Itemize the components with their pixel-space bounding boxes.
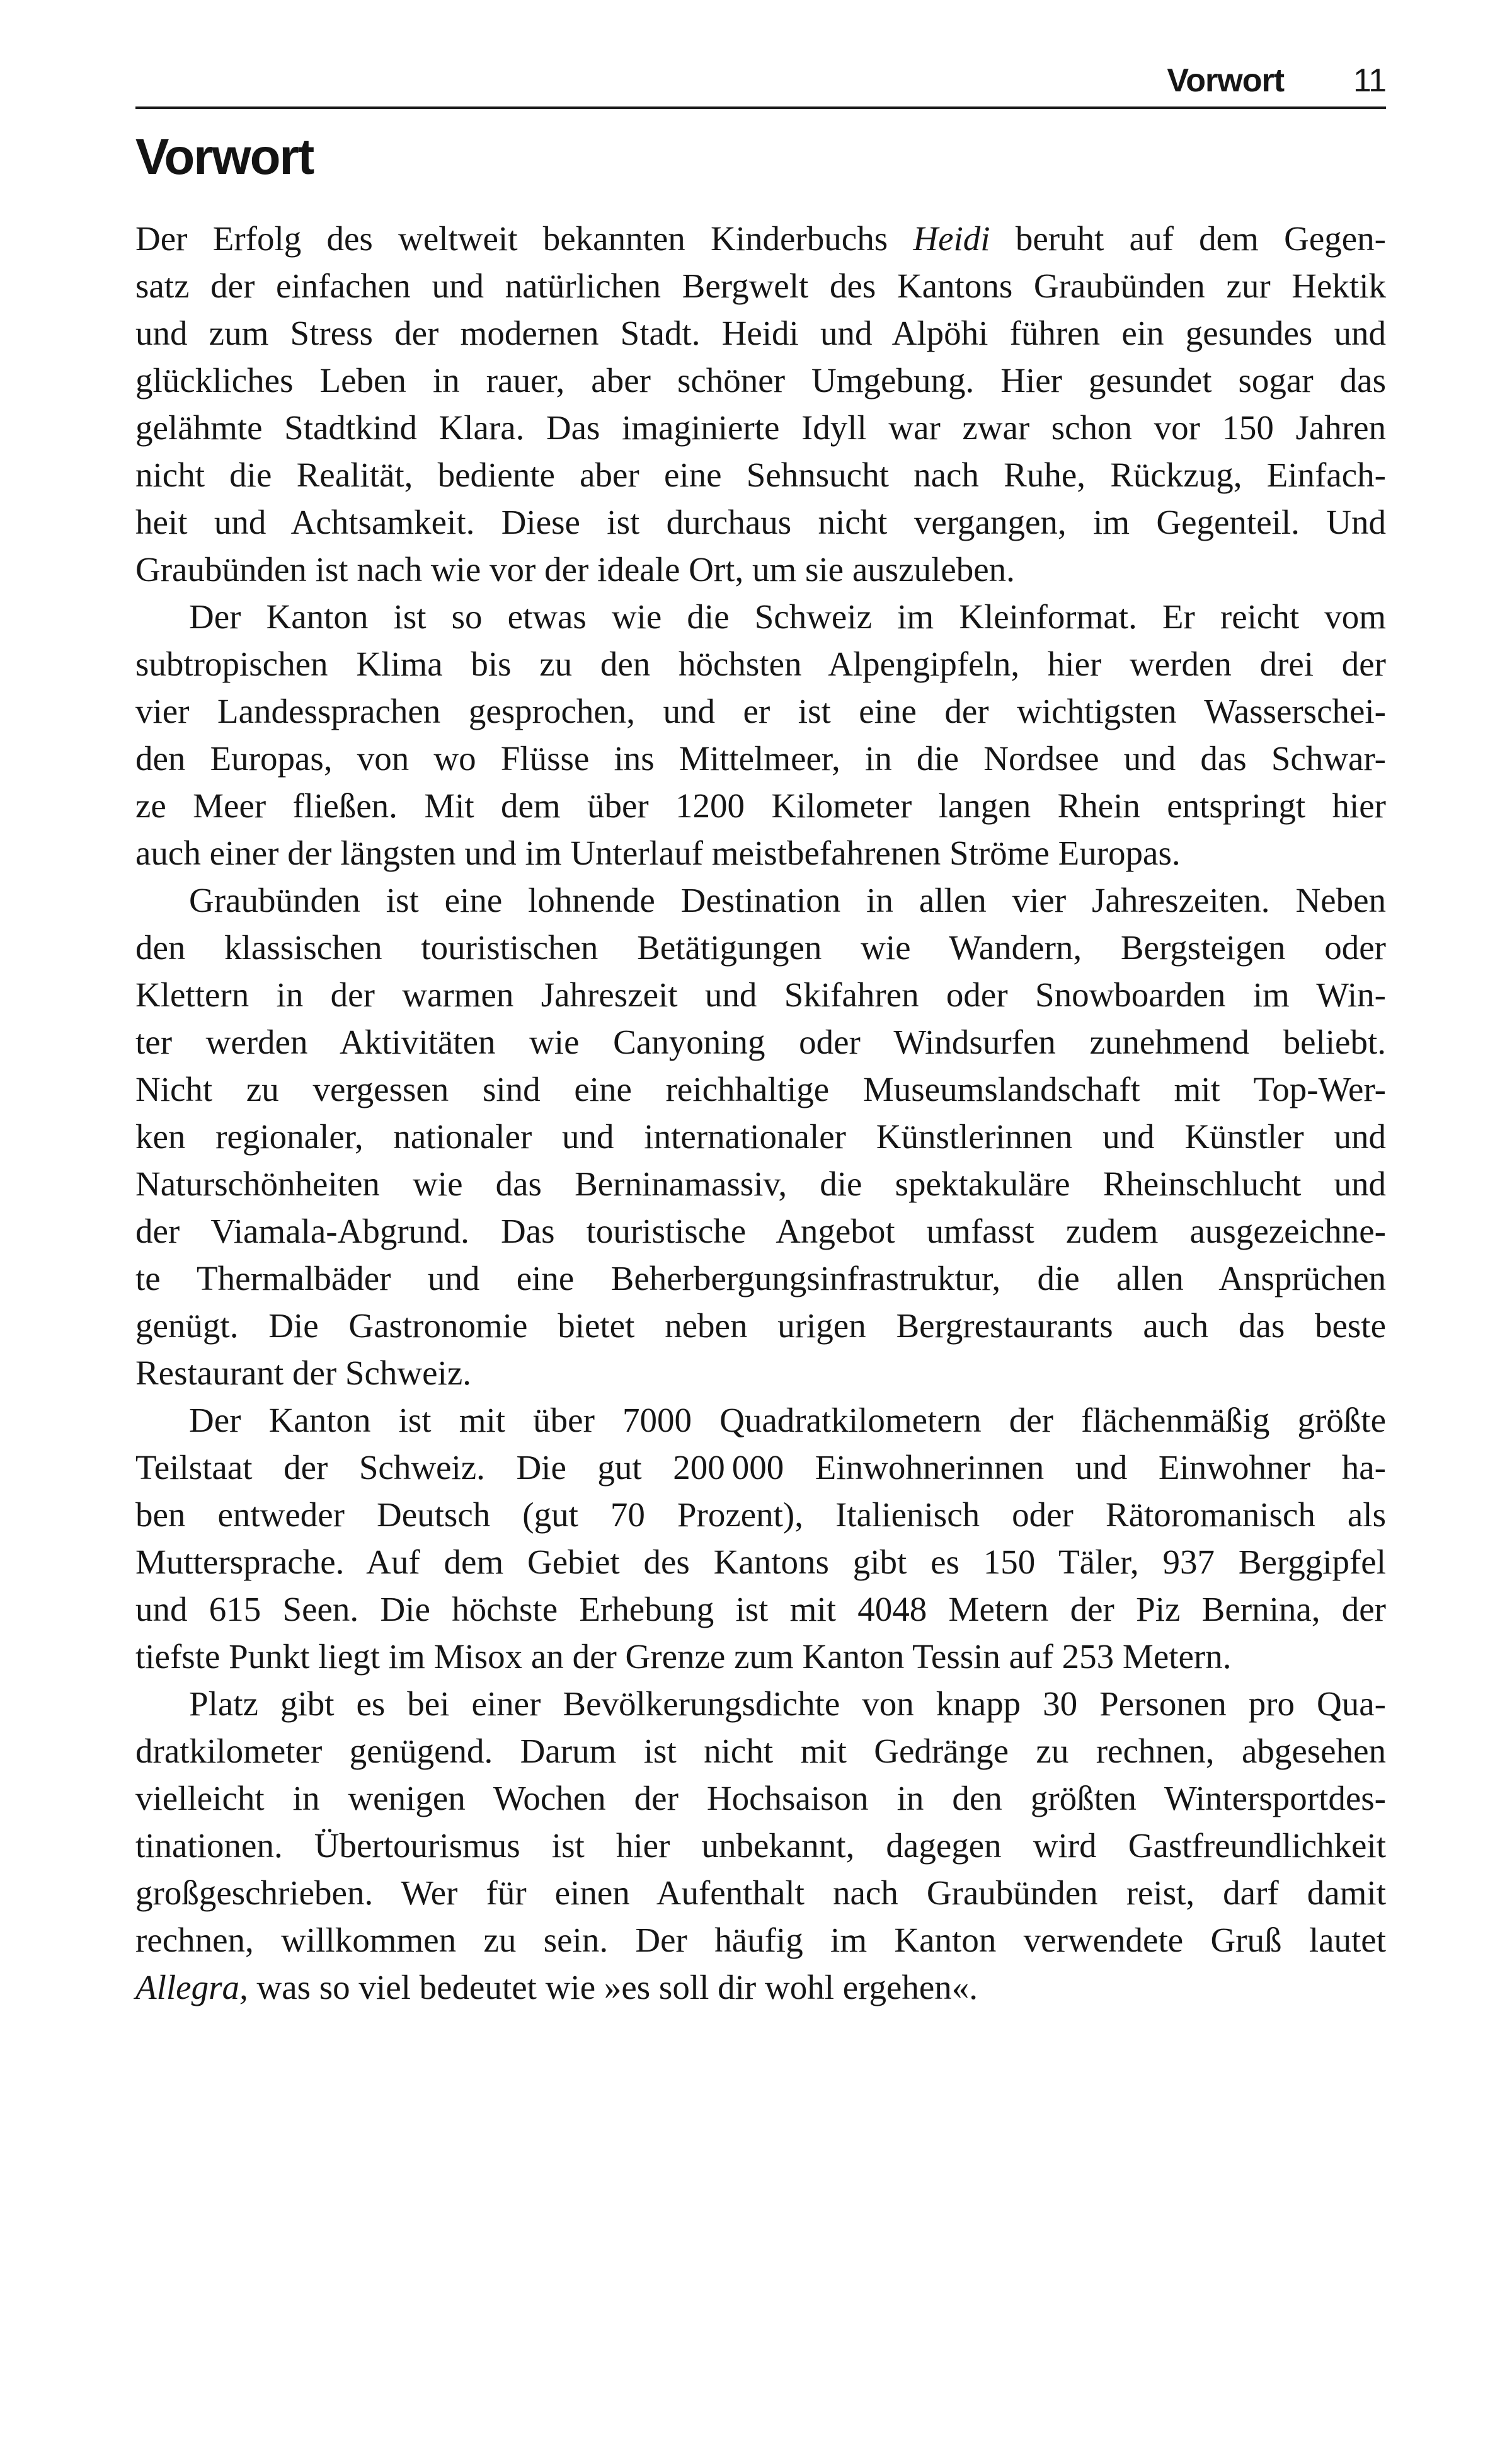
text-line: genügt. Die Gastronomie bietet neben urigen Bergrestaurants auch das beste (135, 1306, 1386, 1345)
text-line: Der Kanton ist mit über 7000 Quadratkilometern der flächenmäßig größte (189, 1401, 1386, 1440)
text-line: Muttersprache. Auf dem Gebiet des Kantons gibt es 150 Täler, 937 Berggipfel (135, 1543, 1386, 1582)
paragraph (135, 877, 1386, 1396)
text-line: ken regionaler, nationaler und internationaler Künstlerinnen und Künstler und (135, 1117, 1386, 1156)
text-line: Klettern in der warmen Jahreszeit und Skifahren oder Snowboarden im Win- (135, 975, 1386, 1015)
text-line: und zum Stress der modernen Stadt. Heidi und Alpöhi führen ein gesundes und (135, 314, 1386, 353)
text-line: vier Landessprachen gesprochen, und er ist eine der wichtigsten Wasserschei- (135, 692, 1386, 731)
body-text (135, 215, 1386, 2011)
text-line: rechnen, willkommen zu sein. Der häufig im Kanton verwendete Gruß lautet (135, 1921, 1386, 1960)
text-line: tinationen. Übertourismus ist hier unbekannt, dagegen wird Gastfreundlichkeit (135, 1826, 1386, 1865)
text-line: Allegra, was so viel bedeutet wie »es soll dir wohl ergehen«. (135, 1968, 978, 2007)
header-rule (135, 106, 1386, 109)
text-line: Naturschönheiten wie das Berninamassiv, die spektakuläre Rheinschlucht und (135, 1165, 1386, 1204)
text-line: Graubünden ist eine lohnende Destination in allen vier Jahreszeiten. Neben (189, 881, 1386, 920)
text-line: Restaurant der Schweiz. (135, 1354, 472, 1393)
text-line: Nicht zu vergessen sind eine reichhaltige Museumslandschaft mit Top-Wer- (135, 1070, 1386, 1109)
page-number: 11 (1353, 62, 1386, 99)
text-line: ter werden Aktivitäten wie Canyoning oder Windsurfen zunehmend beliebt. (135, 1023, 1386, 1062)
text-line: glückliches Leben in rauer, aber schöner Umgebung. Hier gesundet sogar das (135, 361, 1386, 400)
text-line: der Viamala-Abgrund. Das touristische Angebot umfasst zudem ausgezeichne- (135, 1212, 1386, 1251)
paragraph (135, 215, 1386, 593)
text-line: nicht die Realität, bediente aber eine Sehnsucht nach Ruhe, Rückzug, Einfach- (135, 456, 1386, 495)
text-line: und 615 Seen. Die höchste Erhebung ist mit 4048 Metern der Piz Bernina, der (135, 1590, 1386, 1629)
text-line: te Thermalbäder und eine Beherbergungsinfrastruktur, die allen Ansprüchen (135, 1259, 1386, 1298)
text-line: auch einer der längsten und im Unterlauf meistbefahrenen Ströme Europas. (135, 834, 1181, 873)
text-line: den klassischen touristischen Betätigungen wie Wandern, Bergsteigen oder (135, 928, 1386, 967)
text-line: dratkilometer genügend. Darum ist nicht mit Gedränge zu rechnen, abgesehen (135, 1732, 1386, 1771)
text-line: vielleicht in wenigen Wochen der Hochsaison in den größten Wintersportdes- (135, 1779, 1386, 1818)
text-line: tiefste Punkt liegt im Misox an der Grenze zum Kanton Tessin auf 253 Metern. (135, 1637, 1232, 1676)
text-line: ze Meer fließen. Mit dem über 1200 Kilometer langen Rhein entspringt hier (135, 786, 1386, 826)
text-line: großgeschrieben. Wer für einen Aufenthalt nach Graubünden reist, darf damit (135, 1873, 1386, 1913)
book-page (0, 63, 1512, 2457)
text-line: Der Kanton ist so etwas wie die Schweiz im Kleinformat. Er reicht vom (189, 597, 1386, 636)
text-line: ben entweder Deutsch (gut 70 Prozent), Italienisch oder Rätoromanisch als (135, 1495, 1386, 1534)
italic-text: Allegra, (135, 1968, 248, 2007)
text-line: subtropischen Klima bis zu den höchsten Alpengipfeln, hier werden drei der (135, 645, 1386, 684)
italic-text: Heidi (913, 219, 990, 258)
text-line: Der Erfolg des weltweit bekannten Kinderbuchs Heidi beruht auf dem Gegen- (135, 219, 1386, 258)
text-line: Teilstaat der Schweiz. Die gut 200 000 Einwohnerinnen und Einwohner ha- (135, 1448, 1386, 1487)
text-line: Platz gibt es bei einer Bevölkerungsdichte von knapp 30 Personen pro Qua- (189, 1684, 1386, 1723)
paragraph (135, 1680, 1386, 2011)
running-head-title: Vorwort (1167, 62, 1285, 99)
text-line: gelähmte Stadtkind Klara. Das imaginierte Idyll war zwar schon vor 150 Jahren (135, 408, 1386, 447)
text-line: den Europas, von wo Flüsse ins Mittelmeer, in die Nordsee und das Schwar- (135, 739, 1386, 778)
text-line: Graubünden ist nach wie vor der ideale Ort, um sie auszuleben. (135, 550, 1015, 589)
text-line: satz der einfachen und natürlichen Bergwelt des Kantons Graubünden zur Hektik (135, 267, 1386, 306)
page-header (135, 63, 1386, 109)
chapter-title: Vorwort (135, 129, 314, 185)
paragraph (135, 593, 1386, 877)
text-line: heit und Achtsamkeit. Diese ist durchaus nicht vergangen, im Gegenteil. Und (135, 503, 1386, 542)
running-head (135, 63, 1386, 99)
paragraph (135, 1396, 1386, 1680)
